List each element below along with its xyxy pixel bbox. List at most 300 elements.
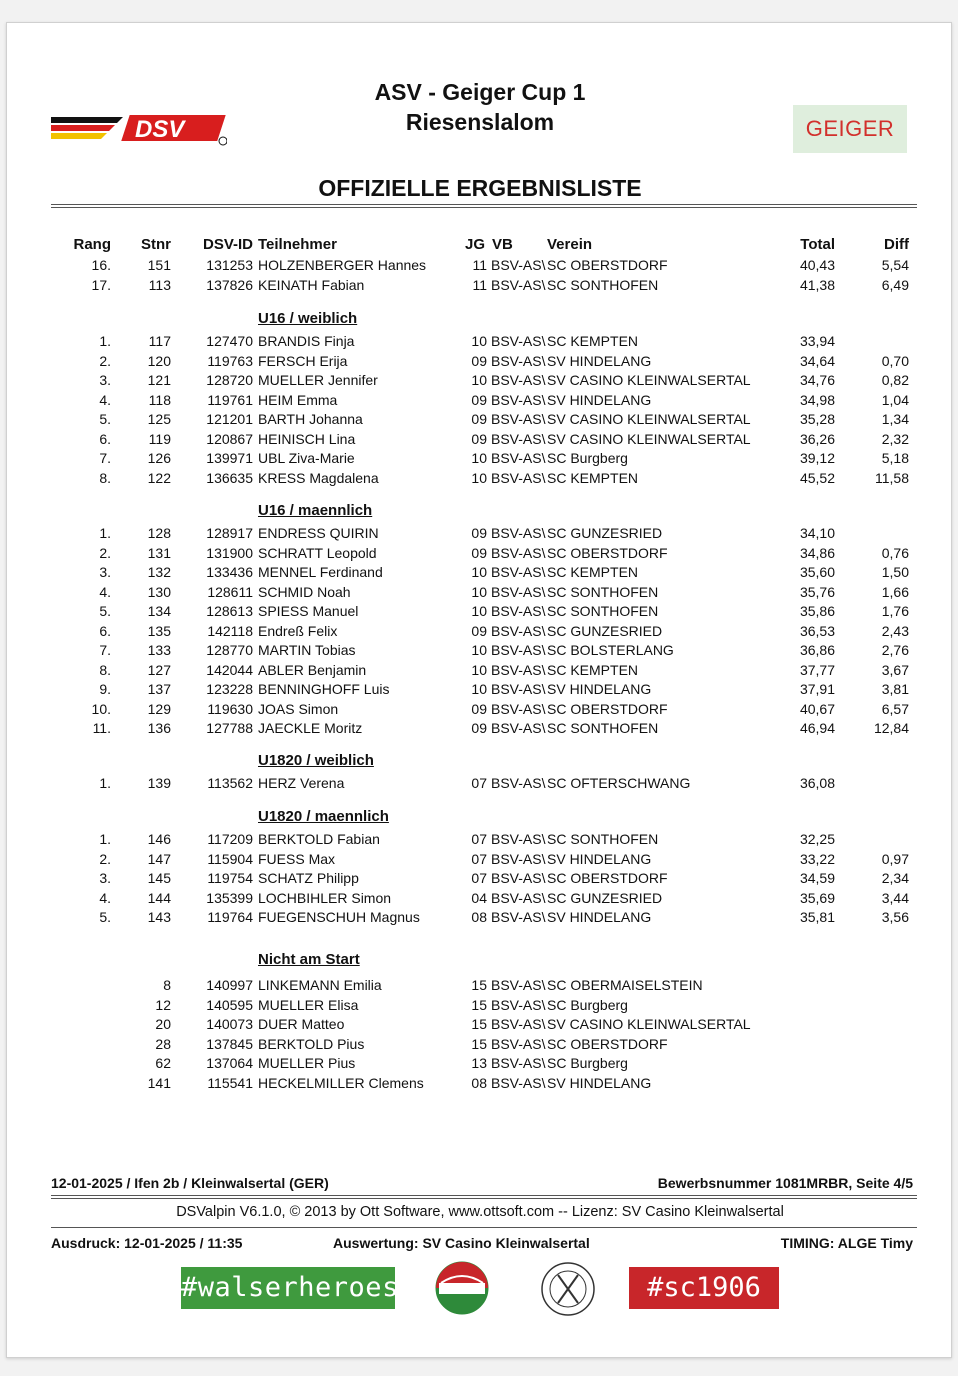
cell-name: HEINISCH Lina: [258, 430, 356, 447]
cell-id: 128917: [206, 525, 253, 541]
cell-name: FERSCH Erija: [258, 352, 348, 369]
cell-vb: BSV-AS\: [491, 525, 546, 541]
cell-diff: 2,34: [881, 870, 909, 886]
cell-rang: 4.: [99, 889, 111, 906]
cell-jg: 15: [471, 1035, 487, 1052]
dsv-logo-text: DSV: [135, 116, 185, 143]
cell-name: LOCHBIHLER Simon: [258, 889, 392, 906]
cell-vb: BSV-AS\: [491, 661, 546, 678]
printout-info: Ausdruck: 12-01-2025 / 11:35: [51, 1235, 243, 1251]
cell-rang: 1.: [99, 333, 111, 349]
cell-jg: 15: [471, 1016, 487, 1032]
cell-verein: SC OBERSTDORF: [547, 257, 668, 273]
cell-id: 127788: [206, 720, 253, 736]
walserheroes-logo-text: #walserheroes: [181, 1272, 399, 1303]
table-row: [7, 850, 953, 869]
cell-rang: 5.: [99, 603, 111, 619]
cell-jg: 13: [471, 1055, 487, 1071]
cell-stnr: 132: [147, 564, 171, 580]
cell-id: 127470: [206, 333, 253, 349]
cell-stnr: 139: [147, 775, 171, 791]
cell-vb: BSV-AS\: [491, 775, 546, 791]
cell-id: 128613: [206, 603, 253, 619]
cell-name: HEIM Emma: [258, 391, 338, 408]
geiger-logo: [793, 105, 907, 153]
cell-vb: BSV-AS\: [491, 996, 546, 1013]
cell-vb: BSV-AS\: [491, 622, 546, 639]
cell-diff: 3,67: [881, 661, 909, 678]
cell-id: 128770: [206, 642, 253, 658]
cell-rang: 7.: [99, 642, 111, 658]
cell-rang: 6.: [99, 430, 111, 447]
cell-vb: BSV-AS\: [491, 564, 546, 580]
cell-diff: 1,04: [881, 391, 909, 408]
cell-name: KRESS Magdalena: [258, 469, 379, 486]
cell-jg: 10: [471, 681, 487, 697]
col-diff: Diff: [884, 236, 909, 253]
cell-diff: 1,76: [881, 603, 909, 619]
cell-jg: 09: [471, 411, 487, 427]
cell-stnr: 128: [147, 525, 171, 541]
cell-rang: 1.: [99, 775, 111, 791]
cell-id: 140073: [206, 1016, 253, 1032]
cell-jg: 11: [472, 257, 487, 273]
section-heading: U16 / weiblich: [258, 310, 358, 327]
cell-jg: 07: [471, 831, 487, 847]
cell-jg: 10: [471, 661, 487, 678]
cell-vb: BSV-AS\: [491, 1074, 546, 1091]
cell-verein: SC BOLSTERLANG: [547, 642, 674, 658]
cell-diff: 5,18: [881, 450, 909, 466]
col-vb: VB: [492, 236, 513, 253]
cell-rang: 17.: [91, 276, 111, 293]
table-row: [7, 524, 953, 543]
cell-total: 35,60: [799, 564, 835, 580]
cell-name: ENDRESS QUIRIN: [258, 525, 379, 541]
cell-total: 35,81: [799, 909, 835, 925]
cell-name: SCHMID Noah: [258, 583, 351, 600]
cell-diff: 0,82: [881, 372, 909, 388]
cell-diff: 0,70: [881, 352, 909, 369]
cell-diff: 11,58: [875, 469, 909, 486]
cell-name: HERZ Verena: [258, 775, 345, 791]
cell-verein: SC GUNZESRIED: [547, 889, 663, 906]
table-row: [7, 889, 953, 908]
cell-rang: 1.: [99, 831, 111, 847]
cell-name: MENNEL Ferdinand: [258, 564, 383, 580]
cell-name: HECKELMILLER Clemens: [258, 1074, 424, 1091]
cell-vb: BSV-AS\: [491, 831, 546, 847]
cell-rang: 4.: [99, 391, 111, 408]
cell-diff: 1,50: [881, 564, 909, 580]
table-row: [7, 583, 953, 602]
cell-total: 37,77: [799, 661, 835, 678]
cell-vb: BSV-AS\: [491, 681, 546, 697]
cell-jg: 09: [471, 391, 487, 408]
cell-verein: SV CASINO KLEINWALSERTAL: [547, 372, 751, 388]
table-row: [7, 830, 953, 849]
cell-jg: 10: [471, 469, 487, 486]
cell-jg: 09: [471, 525, 487, 541]
cell-total: 46,94: [799, 720, 835, 736]
cell-name: MUELLER Elisa: [258, 996, 359, 1013]
cell-name: ABLER Benjamin: [258, 661, 367, 678]
cell-id: 137826: [206, 276, 253, 293]
cell-rang: 3.: [99, 564, 111, 580]
cell-vb: BSV-AS\: [491, 430, 546, 447]
cell-id: 113562: [207, 775, 253, 791]
cell-id: 128611: [207, 583, 253, 600]
cell-rang: 7.: [99, 450, 111, 466]
cell-id: 131900: [206, 544, 253, 561]
cell-vb: BSV-AS\: [491, 603, 546, 619]
table-row: [7, 1054, 953, 1073]
table-row: [7, 908, 953, 927]
table-row: [7, 391, 953, 410]
cell-stnr: 143: [147, 909, 171, 925]
section-heading: U16 / maennlich: [258, 502, 373, 519]
cell-total: 39,12: [799, 450, 835, 466]
col-stnr: Stnr: [141, 236, 171, 253]
cell-id: 133436: [206, 564, 253, 580]
cell-vb: BSV-AS\: [491, 411, 546, 427]
cell-id: 123228: [206, 681, 253, 697]
cell-rang: 11.: [92, 720, 111, 736]
cell-name: JAECKLE Moritz: [258, 720, 363, 736]
cell-id: 136635: [206, 469, 253, 486]
cell-name: FUESS Max: [258, 850, 336, 867]
cell-total: 34,59: [799, 870, 835, 886]
cell-verein: SC Burgberg: [547, 450, 628, 466]
cell-total: 37,91: [799, 681, 835, 697]
cell-vb: BSV-AS\: [491, 700, 546, 717]
footer-divider-top: [51, 1195, 917, 1199]
cell-verein: SC OFTERSCHWANG: [547, 775, 691, 791]
cell-vb: BSV-AS\: [491, 372, 546, 388]
cell-vb: BSV-AS\: [491, 1035, 546, 1052]
cell-id: 142044: [206, 661, 253, 678]
cell-rang: 6.: [99, 622, 111, 639]
cell-id: 137064: [206, 1055, 253, 1071]
cell-rang: 4.: [99, 583, 111, 600]
cell-verein: SC KEMPTEN: [547, 333, 639, 349]
table-row: [7, 700, 953, 719]
cell-total: 36,08: [799, 775, 835, 791]
cell-stnr: 28: [155, 1035, 171, 1052]
cell-name: BARTH Johanna: [258, 411, 363, 427]
table-row: [7, 332, 953, 351]
table-row: [7, 1015, 953, 1034]
cell-total: 45,52: [799, 469, 835, 486]
cell-jg: 09: [471, 622, 487, 639]
cell-id: 119630: [207, 700, 253, 717]
cell-total: 34,76: [799, 372, 835, 388]
cell-name: HOLZENBERGER Hannes: [258, 257, 427, 273]
geiger-logo-text: GEIGER: [805, 116, 895, 141]
cell-verein: SC SONTHOFEN: [547, 276, 659, 293]
cell-rang: 3.: [99, 372, 111, 388]
table-row: [7, 774, 953, 793]
cell-rang: 2.: [99, 850, 111, 867]
cell-vb: BSV-AS\: [491, 720, 546, 736]
cell-total: 34,10: [799, 525, 835, 541]
cell-verein: SC OBERSTDORF: [547, 544, 668, 561]
cell-verein: SC SONTHOFEN: [547, 720, 659, 736]
cell-stnr: 135: [147, 622, 171, 639]
cell-id: 120867: [206, 430, 253, 447]
cell-stnr: 125: [147, 411, 171, 427]
cell-diff: 3,56: [881, 909, 909, 925]
table-row: [7, 563, 953, 582]
cell-id: 142118: [207, 622, 253, 639]
cell-rang: 1.: [99, 525, 111, 541]
table-row: [7, 641, 953, 660]
cell-total: 33,94: [799, 333, 835, 349]
cell-jg: 09: [471, 700, 487, 717]
cell-vb: BSV-AS\: [491, 870, 546, 886]
cell-verein: SC KEMPTEN: [547, 564, 639, 580]
cell-id: 128720: [206, 372, 253, 388]
cell-stnr: 146: [147, 831, 171, 847]
cell-jg: 10: [471, 583, 487, 600]
cell-jg: 11: [472, 276, 487, 293]
cell-name: FUEGENSCHUH Magnus: [258, 909, 420, 925]
table-row: [7, 1074, 953, 1093]
col-total: Total: [800, 236, 835, 253]
table-row: [7, 256, 953, 275]
cell-stnr: 8: [163, 977, 171, 993]
cell-total: 34,86: [799, 544, 835, 561]
col-verein: Verein: [547, 236, 593, 253]
cell-stnr: 130: [147, 583, 171, 600]
table-row: [7, 996, 953, 1015]
cell-total: 34,98: [799, 391, 835, 408]
cell-jg: 07: [471, 870, 487, 886]
cell-jg: 10: [471, 642, 487, 658]
table-row: [7, 976, 953, 995]
cell-id: 121201: [206, 411, 253, 427]
cell-stnr: 118: [148, 391, 171, 408]
cell-stnr: 129: [147, 700, 171, 717]
col-rang: Rang: [73, 236, 111, 253]
cell-vb: BSV-AS\: [491, 909, 546, 925]
cell-verein: SV HINDELANG: [547, 681, 652, 697]
cell-jg: 08: [471, 909, 487, 925]
cell-vb: BSV-AS\: [491, 469, 546, 486]
cell-vb: BSV-AS\: [491, 257, 546, 273]
col-teilnehmer: Teilnehmer: [258, 236, 337, 253]
cell-verein: SC GUNZESRIED: [547, 622, 663, 639]
cell-name: JOAS Simon: [258, 700, 339, 717]
cell-stnr: 133: [147, 642, 171, 658]
cell-total: 40,67: [799, 700, 835, 717]
event-info: 12-01-2025 / Ifen 2b / Kleinwalsertal (GER): [51, 1175, 329, 1191]
cell-stnr: 12: [155, 996, 171, 1013]
table-row: [7, 410, 953, 429]
cell-name: LINKEMANN Emilia: [258, 977, 382, 993]
cell-diff: 0,76: [881, 544, 909, 561]
cell-vb: BSV-AS\: [491, 583, 546, 600]
cell-id: 139971: [206, 450, 253, 466]
cell-jg: 09: [471, 430, 487, 447]
cell-total: 34,64: [799, 352, 835, 369]
cell-stnr: 62: [155, 1055, 171, 1071]
cell-jg: 10: [471, 450, 487, 466]
cell-verein: SC GUNZESRIED: [547, 525, 663, 541]
cell-total: 36,26: [799, 430, 835, 447]
cell-rang: 10.: [91, 700, 111, 717]
cell-diff: 6,49: [881, 276, 909, 293]
cell-vb: BSV-AS\: [491, 1055, 546, 1071]
cell-jg: 08: [471, 1074, 487, 1091]
cell-diff: 1,34: [881, 411, 909, 427]
cell-vb: BSV-AS\: [491, 642, 546, 658]
page-title: ASV - Geiger Cup 1: [374, 79, 586, 105]
cell-total: 33,22: [799, 850, 835, 867]
cell-id: 115904: [207, 850, 253, 867]
page-info: Bewerbsnummer 1081MRBR, Seite 4/5: [657, 1175, 913, 1191]
cell-rang: 8.: [99, 469, 111, 486]
cell-diff: 3,81: [881, 681, 909, 697]
cell-stnr: 117: [148, 333, 171, 349]
cell-stnr: 151: [147, 257, 171, 273]
cell-verein: SV HINDELANG: [547, 1074, 652, 1091]
cell-stnr: 121: [147, 372, 171, 388]
table-row: [7, 469, 953, 488]
table-row: [7, 449, 953, 468]
cell-verein: SC OBERSTDORF: [547, 1035, 668, 1052]
cell-stnr: 122: [147, 469, 171, 486]
cell-stnr: 131: [147, 544, 171, 561]
cell-diff: 6,57: [881, 700, 909, 717]
cell-vb: BSV-AS\: [491, 450, 546, 466]
section-heading: Nicht am Start: [258, 951, 360, 968]
cell-verein: SC SONTHOFEN: [547, 583, 659, 600]
cell-diff: 1,66: [881, 583, 909, 600]
table-row: [7, 430, 953, 449]
cell-diff: 3,44: [881, 889, 909, 906]
cell-id: 140595: [206, 996, 253, 1013]
cell-rang: 5.: [99, 411, 111, 427]
cell-name: MARTIN Tobias: [258, 642, 356, 658]
cell-verein: SC SONTHOFEN: [547, 831, 659, 847]
table-row: [7, 661, 953, 680]
cell-stnr: 113: [148, 276, 171, 293]
cell-stnr: 147: [147, 850, 171, 867]
cell-total: 35,86: [799, 603, 835, 619]
walserheroes-logo: [181, 1267, 399, 1309]
cell-vb: BSV-AS\: [491, 391, 546, 408]
cell-verein: SV HINDELANG: [547, 352, 652, 369]
cell-jg: 04: [471, 889, 487, 906]
page-subtitle: Riesenslalom: [405, 109, 555, 135]
cell-stnr: 145: [147, 870, 171, 886]
table-row: [7, 1035, 953, 1054]
cell-vb: BSV-AS\: [491, 889, 546, 906]
cell-stnr: 119: [148, 430, 171, 447]
col-dsv-id: DSV-ID: [202, 236, 253, 253]
cell-verein: SC KEMPTEN: [547, 469, 639, 486]
cell-verein: SC Burgberg: [547, 996, 628, 1013]
cell-name: BRANDIS Finja: [258, 333, 355, 349]
cell-diff: 0,97: [881, 850, 909, 867]
cell-rang: 9.: [99, 681, 111, 697]
table-row: [7, 276, 953, 295]
cell-vb: BSV-AS\: [491, 544, 546, 561]
cell-name: UBL Ziva-Marie: [258, 450, 355, 466]
cell-id: 119764: [207, 909, 253, 925]
col-jg: JG: [465, 236, 486, 253]
cell-name: SPIESS Manuel: [258, 603, 359, 619]
cell-name: Endreß Felix: [258, 622, 338, 639]
cell-diff: 2,43: [881, 622, 909, 639]
cell-verein: SV CASINO KLEINWALSERTAL: [547, 411, 751, 427]
cell-id: 115541: [207, 1074, 253, 1091]
cell-verein: SV HINDELANG: [547, 391, 652, 408]
table-row: [7, 680, 953, 699]
cell-total: 40,43: [799, 257, 835, 273]
cell-jg: 15: [471, 977, 487, 993]
cell-id: 117209: [207, 831, 253, 847]
cell-name: KEINATH Fabian: [258, 276, 365, 293]
cell-verein: SV HINDELANG: [547, 850, 652, 867]
header-divider: [51, 204, 917, 208]
cell-verein: SC OBERSTDORF: [547, 870, 668, 886]
list-title: OFFIZIELLE ERGEBNISLISTE: [318, 175, 642, 201]
cell-verein: SC SONTHOFEN: [547, 603, 659, 619]
cell-name: SCHRATT Leopold: [258, 544, 377, 561]
casino-sportverein-logo: [435, 1261, 489, 1315]
cell-verein: SC OBERSTDORF: [547, 700, 668, 717]
cell-jg: 09: [471, 544, 487, 561]
cell-id: 140997: [206, 977, 253, 993]
cell-rang: 8.: [99, 661, 111, 678]
cell-id: 119761: [207, 391, 253, 408]
cell-stnr: 137: [147, 681, 171, 697]
cell-name: BERKTOLD Pius: [258, 1035, 365, 1052]
cell-name: SCHATZ Philipp: [258, 870, 359, 886]
cell-total: 41,38: [799, 276, 835, 293]
timing-info: TIMING: ALGE Timy: [780, 1235, 913, 1251]
cell-stnr: 120: [147, 352, 171, 369]
table-row: [7, 602, 953, 621]
evaluation-info: Auswertung: SV Casino Kleinwalsertal: [333, 1235, 590, 1251]
cell-jg: 10: [471, 564, 487, 580]
table-row: [7, 622, 953, 641]
cell-stnr: 134: [147, 603, 171, 619]
cell-vb: BSV-AS\: [491, 333, 546, 349]
cell-vb: BSV-AS\: [491, 276, 546, 293]
cell-rang: 5.: [99, 909, 111, 925]
cell-id: 137845: [206, 1035, 253, 1052]
cell-verein: SC OBERMAISELSTEIN: [547, 977, 703, 993]
sc1906-logo-text: #sc1906: [647, 1272, 761, 1303]
cell-rang: 3.: [99, 870, 111, 886]
cell-name: BERKTOLD Fabian: [258, 831, 380, 847]
cell-jg: 10: [471, 603, 487, 619]
cell-stnr: 144: [147, 889, 171, 906]
cell-stnr: 126: [147, 450, 171, 466]
cell-diff: 5,54: [881, 257, 909, 273]
cell-vb: BSV-AS\: [491, 352, 546, 369]
cell-total: 36,53: [799, 622, 835, 639]
cell-id: 119754: [207, 870, 253, 886]
cell-jg: 09: [471, 352, 487, 369]
cell-stnr: 141: [147, 1074, 171, 1091]
cell-verein: SV CASINO KLEINWALSERTAL: [547, 430, 751, 447]
cell-vb: BSV-AS\: [491, 850, 546, 867]
table-row: [7, 371, 953, 390]
